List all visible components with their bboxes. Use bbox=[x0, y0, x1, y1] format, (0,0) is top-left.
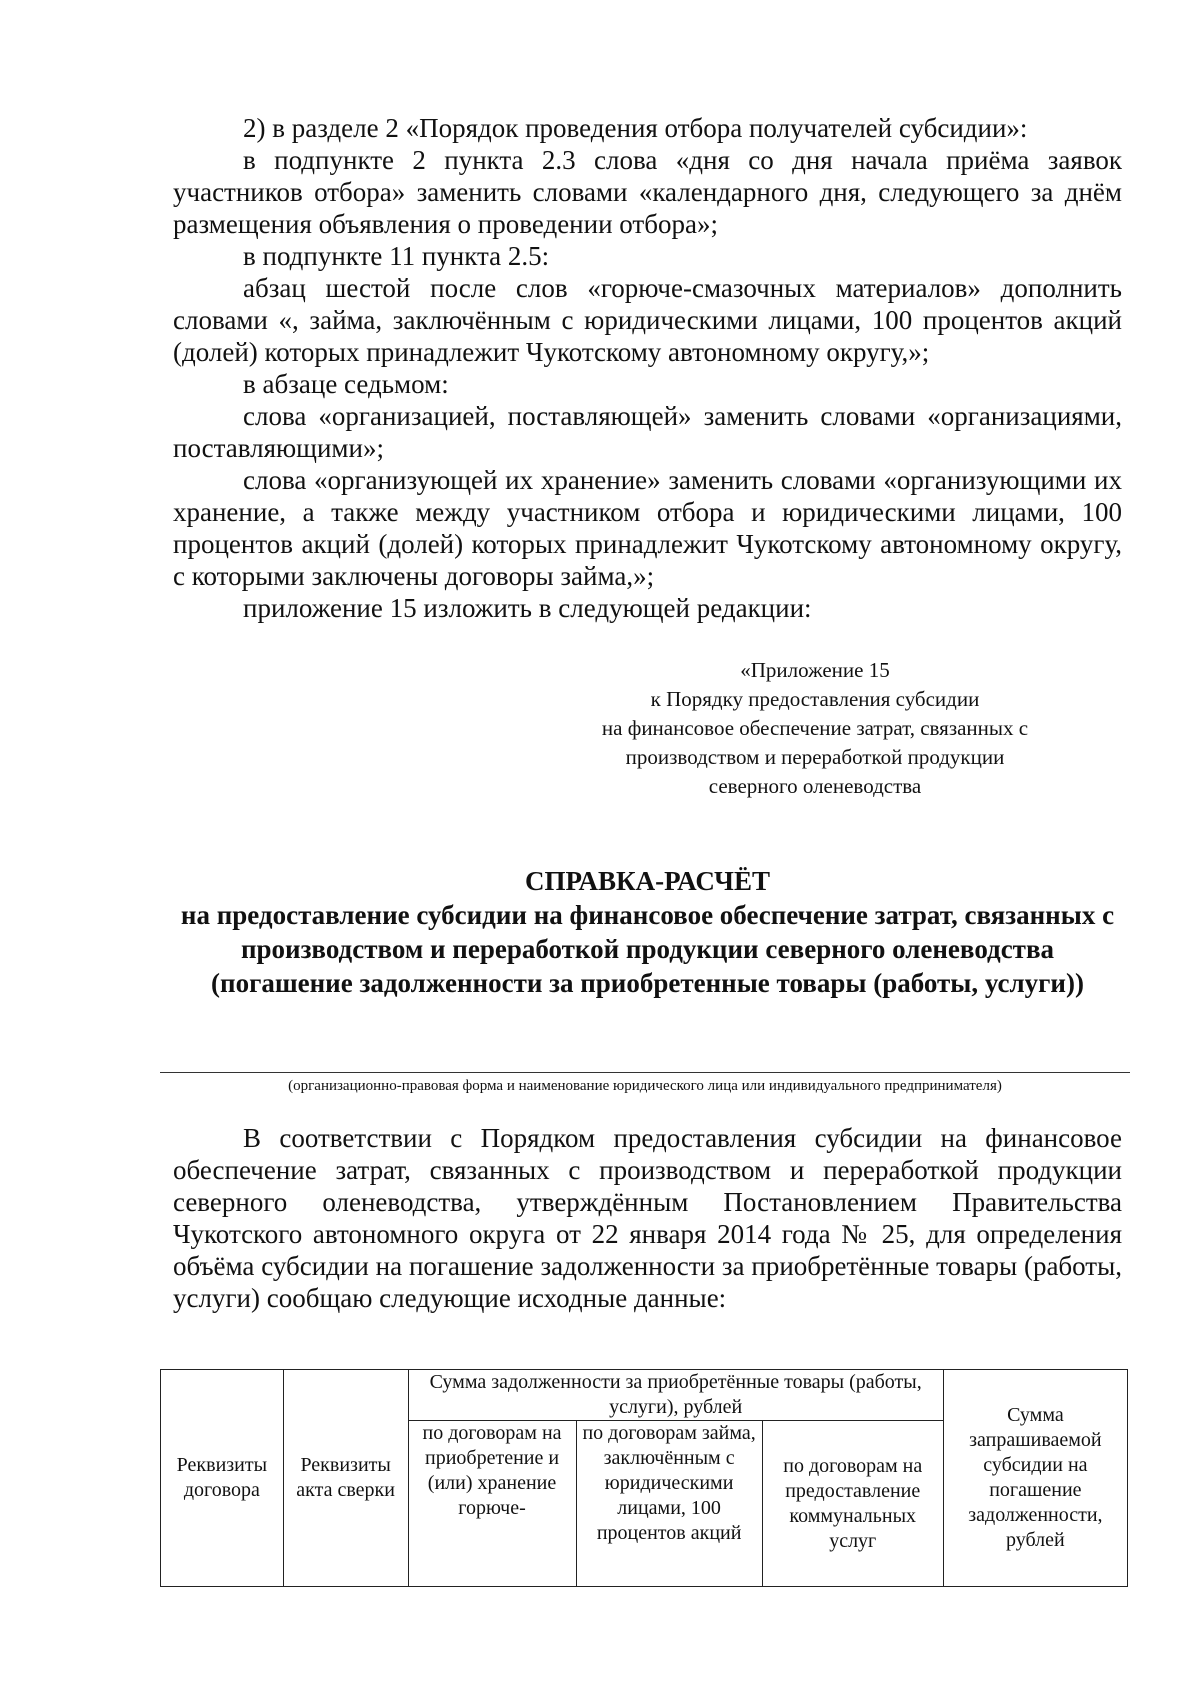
header-fuel-contracts bbox=[408, 1421, 576, 1587]
appendix-line: производством и переработкой продукции bbox=[625, 745, 1005, 769]
title-subtitle: на предоставление субсидии на финансовое обеспечение затрат, связанных с производством и переработкой продукции северного оленеводства (погашение задолженности за приобретенные товары (работы, услуги)) bbox=[180, 900, 1115, 998]
intro-paragraph: В соответствии с Порядком предоставления субсидии на финансовое обеспечение затрат, связанных с производством и переработкой продукции северного оленеводства, утверждённым Постановлением Правительства Чукотского автономного округа от 22 января 2014 года № 25, для определения объёма субсидии на погашение задолженности за приобретённые товары (работы, услуги) сообщаю следующие исходные данные: bbox=[173, 1123, 1122, 1313]
amendment-paragraph: в абзаце седьмом: bbox=[243, 369, 449, 399]
header-reconciliation-act: Реквизиты акта сверки bbox=[283, 1370, 408, 1587]
intro-block bbox=[173, 1122, 1122, 1314]
header-debt-amount-group: Сумма задолженности за приобретённые товары (работы, услуги), рублей bbox=[408, 1370, 943, 1421]
appendix-header bbox=[555, 656, 1075, 801]
header-fuel-text: по договорам на приобретение и (или) хранение горюче- bbox=[422, 1422, 562, 1519]
amendment-paragraph: приложение 15 изложить в следующей редакции: bbox=[243, 593, 812, 623]
amendment-paragraph: в подпункте 2 пункта 2.3 слова «дня со дня начала приёма заявок участников отбора» заменить словами «календарного дня, следующего за днём размещения объявления о проведении отбора»; bbox=[173, 145, 1122, 239]
amendment-paragraph: слова «организующей их хранение» заменить словами «организующими их хранение, а также между участником отбора и юридическими лицами, 100 процентов акций (долей) которых принадлежит Чукотскому автономному округу, с которыми заключены договоры займа,»; bbox=[173, 465, 1122, 591]
document-title bbox=[173, 864, 1122, 1000]
org-name-blank-line bbox=[160, 1072, 1130, 1073]
amendment-paragraph: в подпункте 11 пункта 2.5: bbox=[243, 241, 550, 271]
appendix-line: северного оленеводства bbox=[708, 774, 922, 798]
amendment-paragraph: абзац шестой после слов «горюче-смазочных материалов» дополнить словами «, займа, заключённым с юридическими лицами, 100 процентов акций (долей) которых принадлежит Чукотскому автономному округу,»; bbox=[173, 273, 1122, 367]
header-loan-contracts bbox=[576, 1421, 762, 1587]
header-contract-details: Реквизиты договора bbox=[161, 1370, 284, 1587]
amendment-paragraph: 2) в разделе 2 «Порядок проведения отбора получателей субсидии»: bbox=[243, 113, 1028, 143]
amendment-paragraph: слова «организацией, поставляющей» заменить словами «организациями, поставляющими»; bbox=[173, 401, 1122, 463]
org-name-caption: (организационно-правовая форма и наименование юридического лица или индивидуального предпринимателя) bbox=[288, 1078, 1002, 1094]
appendix-line: «Приложение 15 bbox=[740, 658, 890, 682]
title-main: СПРАВКА-РАСЧЁТ bbox=[525, 866, 770, 896]
calculation-table bbox=[160, 1369, 1128, 1587]
header-utility-contracts: по договорам на предоставление коммунальных услуг bbox=[762, 1421, 943, 1587]
header-requested-subsidy: Сумма запрашиваемой субсидии на погашение задолженности, рублей bbox=[943, 1370, 1127, 1587]
header-loan-text: по договорам займа, заключённым с юридическими лицами, 100 процентов акций bbox=[582, 1422, 756, 1544]
appendix-line: на финансовое обеспечение затрат, связанных с bbox=[601, 716, 1029, 740]
appendix-line: к Порядку предоставления субсидии bbox=[650, 687, 980, 711]
amendments-block bbox=[173, 112, 1122, 624]
